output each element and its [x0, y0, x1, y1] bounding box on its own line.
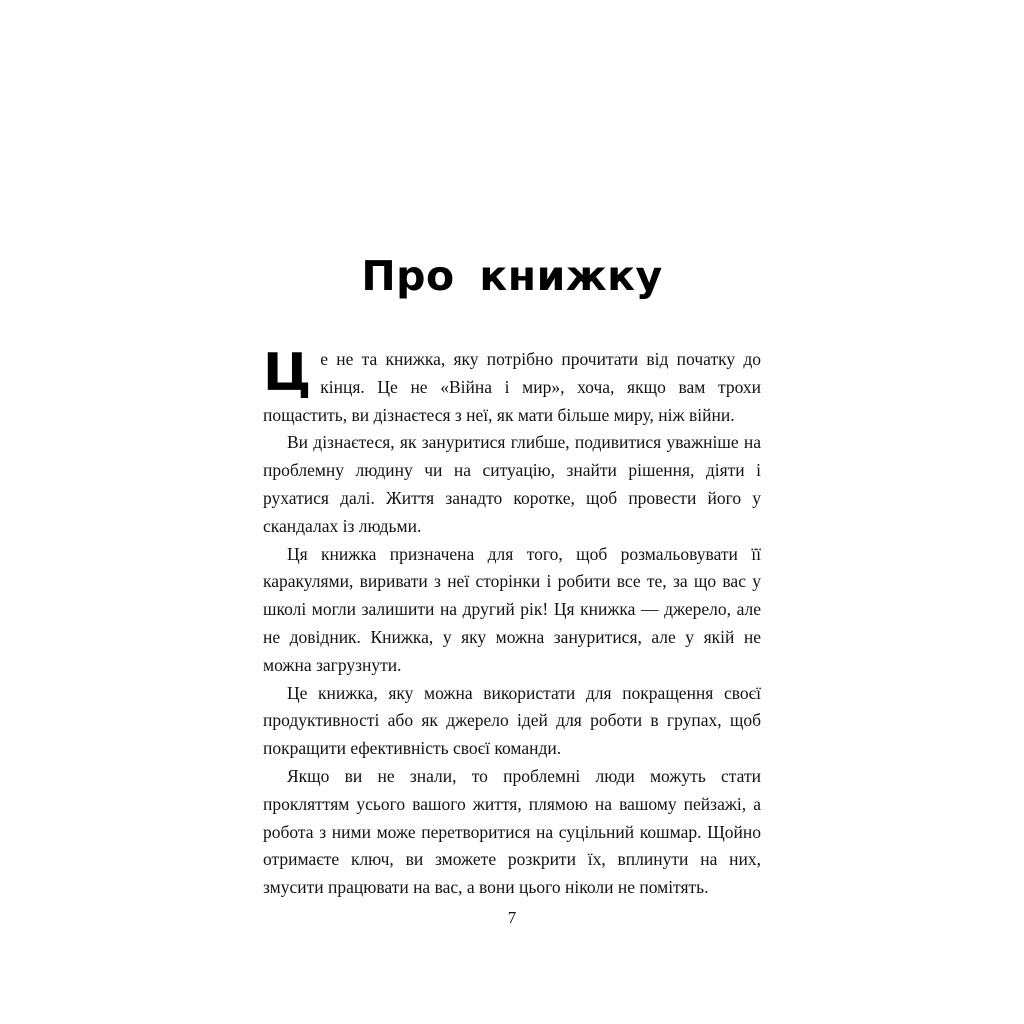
paragraph-4: Це книжка, яку можна використати для покращення своєї продуктивності або як джерело ідей для роботи в групах, щоб покращити ефективність своєї команди.	[263, 682, 761, 759]
page-title: Про книжку	[361, 252, 663, 300]
page-content	[263, 0, 761, 902]
paragraph-5: Якщо ви не знали, то проблемні люди можуть стати прокляттям усього вашого життя, плямою на вашому пейзажі, а робота з ними може перетворитися на суцільний кошмар. Щойно отримаєте ключ, ви зможете розкрити їх, вплинути на них, змусити працювати на вас, а вони цього ніколи не помітять.	[263, 765, 761, 898]
paragraph-1	[263, 343, 761, 429]
paragraph-1-text: е не та книжка, яку потрібно прочитати від початку до кінця. Це не «Війна і мир», хоча, якщо вам трохи пощастить, ви дізнаєтеся з неї, як мати більше миру, ніж війни.	[263, 349, 761, 425]
paragraph-2: Ви дізнаєтеся, як зануритися глибше, подивитися уважніше на проблемну людину чи на ситуацію, знайти рішення, діяти і рухатися далі. Життя занадто коротке, щоб провести його у скандалах із людьми.	[263, 432, 761, 536]
body-text	[263, 343, 761, 902]
paragraph-3: Ця книжка призначена для того, щоб розмальовувати її каракулями, виривати з неї сторінки і робити все те, за що вас у школі могли залишити на другий рік! Ця книжка — джерело, але не довідник. Книжка, у яку можна зануритися, але у якій не можна загрузнути.	[263, 543, 761, 675]
page-number: 7	[507, 908, 517, 927]
drop-cap: Ц	[263, 343, 312, 403]
